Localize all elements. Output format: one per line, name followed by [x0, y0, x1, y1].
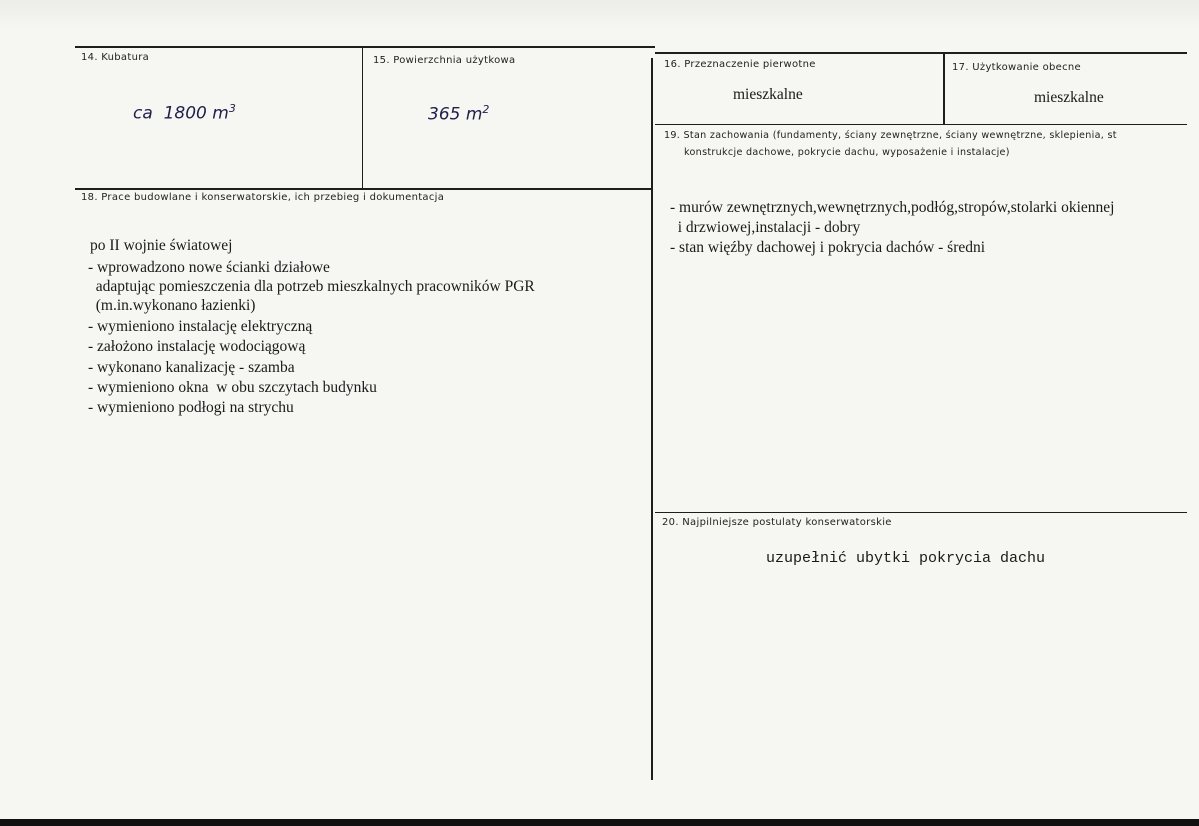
rule-top-left — [75, 46, 655, 48]
field-18-line: - założono instalację wodociągową — [88, 338, 306, 355]
scan-top-shade — [0, 0, 1199, 30]
field-19-line: i drzwiowej,instalacji - dobry — [670, 219, 861, 236]
field-20-value: uzupełnić ubytki pokrycia dachu — [766, 550, 1046, 567]
field-14-exp: 3 — [228, 102, 236, 115]
field-19-label-line-2: konstrukcje dachowe, pokrycie dachu, wyposażenie i instalacje) — [684, 147, 1010, 158]
field-14-label: 14. Kubatura — [81, 52, 150, 63]
field-20-label: 20. Najpilniejsze postulaty konserwatorskie — [662, 517, 892, 528]
field-16-label: 16. Przeznaczenie pierwotne — [664, 59, 816, 70]
field-15-value — [428, 103, 489, 125]
scan-bottom-edge — [0, 819, 1199, 826]
field-18-line: po II wojnie światowej — [90, 237, 233, 254]
field-18-line: - wykonano kanalizację - szamba — [88, 359, 295, 376]
field-17-label: 17. Użytkowanie obecne — [952, 62, 1082, 73]
field-14-unit: m — [212, 103, 229, 124]
field-15-exp: 2 — [482, 103, 490, 116]
rule-above-18 — [75, 188, 651, 190]
field-19-line: - stan więźby dachowej i pokrycia dachów - średni — [670, 239, 986, 256]
field-18-line: - wymieniono okna w obu szczytach budynku — [88, 379, 377, 396]
field-15-unit: m — [465, 104, 483, 125]
field-18-line: - wymieniono instalację elektryczną — [88, 318, 313, 335]
field-14-prefix: ca — [133, 103, 153, 124]
field-15-number: 365 — [428, 104, 461, 125]
rule-above-20 — [655, 512, 1187, 513]
field-19-line: - murów zewnętrznych,wewnętrznych,podłóg,stropów,stolarki okiennej — [670, 199, 1115, 216]
field-14-value — [133, 102, 236, 124]
field-18-line: adaptując pomieszczenia dla potrzeb mieszkalnych pracowników PGR — [88, 278, 535, 295]
field-15-label: 15. Powierzchnia użytkowa — [373, 55, 516, 66]
field-16-value: mieszkalne — [733, 86, 803, 103]
field-18-line: - wymieniono podłogi na strychu — [88, 399, 294, 416]
divider-14-15 — [362, 46, 363, 188]
rule-above-19 — [655, 124, 1187, 125]
field-14-number: 1800 — [163, 103, 207, 124]
rule-top-right — [655, 52, 1187, 54]
divider-16-17 — [943, 54, 945, 124]
field-18-label: 18. Prace budowlane i konserwatorskie, ich przebieg i dokumentacja — [81, 192, 445, 203]
field-19-label-line-1: 19. Stan zachowania (fundamenty, ściany zewnętrzne, ściany wewnętrzne, sklepienia, st — [664, 130, 1117, 141]
field-17-value: mieszkalne — [1034, 89, 1104, 106]
field-18-line: - wprowadzono nowe ścianki działowe — [88, 259, 330, 276]
field-18-line: (m.in.wykonano łazienki) — [88, 297, 256, 314]
divider-center — [651, 58, 653, 780]
